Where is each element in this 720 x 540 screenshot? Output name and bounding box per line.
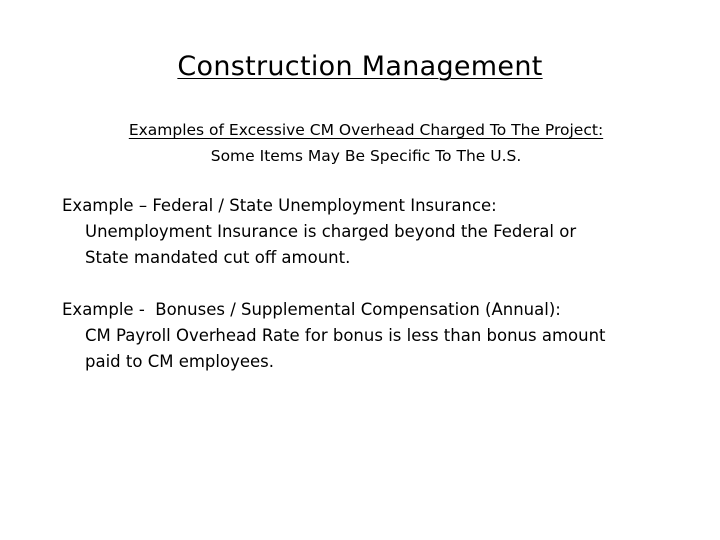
example-body-line: CM Payroll Overhead Rate for bonus is less than bonus amount bbox=[85, 326, 606, 345]
example-body-line: paid to CM employees. bbox=[85, 352, 274, 371]
subtitle-line-2: Some Items May Be Specific To The U.S. bbox=[210, 147, 522, 165]
example-heading: Example - Bonuses / Supplemental Compensation (Annual): bbox=[62, 300, 561, 319]
subtitle-line-1-text: Examples of Excessive CM Overhead Charged To The Project: bbox=[128, 121, 604, 139]
slide-title bbox=[0, 50, 720, 84]
example-body-line: Unemployment Insurance is charged beyond the Federal or bbox=[85, 222, 577, 241]
example-bonuses bbox=[62, 297, 702, 375]
example-heading: Example – Federal / State Unemployment Insurance: bbox=[62, 196, 497, 215]
example-unemployment-insurance bbox=[62, 193, 702, 271]
subtitle-line-1 bbox=[0, 120, 720, 140]
example-body-line: State mandated cut off amount. bbox=[85, 248, 351, 267]
slide-title-text: Construction Management bbox=[177, 51, 543, 82]
